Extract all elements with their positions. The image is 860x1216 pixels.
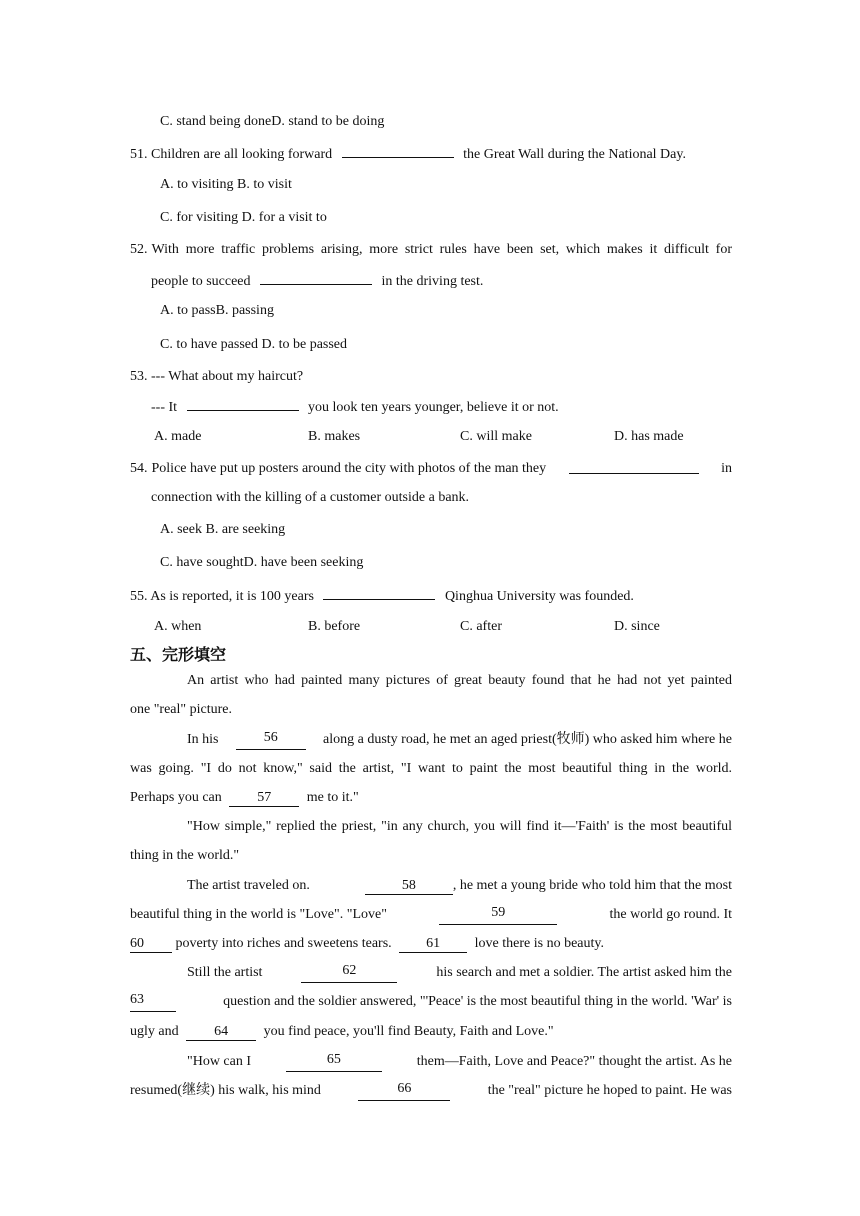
q51-options-ab: A. to visiting B. to visit (160, 177, 292, 192)
cloze-p2-line3 (130, 788, 732, 808)
cloze-p4-line1 (187, 876, 732, 896)
question-number: 52. (130, 242, 148, 257)
option-b: B. makes (308, 429, 361, 444)
option-b: B. before (308, 619, 361, 634)
cloze-blank-64: 64 (186, 1024, 256, 1041)
cloze-blank-58: 58 (365, 878, 453, 895)
cloze-text: "How can I (187, 1054, 252, 1069)
cloze-text: you find peace, you'll find Beauty, Faith and Love." (263, 1024, 554, 1039)
cloze-text: along a dusty road, he met an aged priest(牧师) who asked him where he (323, 732, 732, 747)
q52-options-cd: C. to have passed D. to be passed (160, 337, 348, 352)
question-text: in the driving test. (381, 274, 484, 289)
question-text: --- What about my haircut? (151, 369, 304, 384)
question-text: Children are all looking forward (151, 147, 333, 162)
cloze-text: In his (187, 732, 219, 747)
cloze-text: beautiful thing in the world is "Love". "Love" (130, 907, 387, 922)
question-55 (130, 585, 732, 607)
cloze-text: question and the soldier answered, "'Peace' is the most beautiful thing in the world. 'War' is (223, 994, 732, 1009)
cloze-blank-61: 61 (399, 936, 467, 953)
question-text: in (721, 461, 732, 476)
cloze-blank-63: 63 (130, 992, 176, 1012)
cloze-text: poverty into riches and sweetens tears. (175, 936, 392, 951)
option-a: A. when (154, 619, 202, 634)
cloze-blank-56: 56 (236, 730, 306, 750)
cloze-blank-59: 59 (439, 905, 557, 925)
cloze-text: , he met a young bride who told him that the most (452, 878, 732, 893)
question-text-line (152, 459, 733, 479)
question-number: 54. (130, 461, 148, 476)
question-54 (130, 459, 732, 479)
cloze-p5-line2 (130, 992, 732, 1012)
q50-options-cd: C. stand being doneD. stand to be doing (160, 114, 385, 129)
cloze-blank-60: 60 (130, 936, 172, 953)
question-51 (130, 143, 732, 165)
cloze-text: ugly and (130, 1024, 179, 1039)
cloze-text: his search and met a soldier. The artist asked him the (436, 965, 732, 980)
answer-blank (260, 270, 372, 285)
question-text: --- It (151, 400, 178, 415)
option-c: C. after (460, 619, 502, 634)
question-text: As is reported, it is 100 years (150, 589, 314, 604)
cloze-text: them—Faith, Love and Peace?" thought the artist. As he (416, 1054, 732, 1069)
question-text: you look ten years younger, believe it or not. (308, 400, 559, 415)
cloze-text: the "real" picture he hoped to paint. He was (487, 1083, 732, 1098)
cloze-blank-65: 65 (286, 1052, 382, 1072)
q51-options-cd: C. for visiting D. for a visit to (160, 210, 327, 225)
cloze-p3-line2: thing in the world." (130, 848, 240, 863)
cloze-text: resumed(继续) his walk, his mind (130, 1083, 321, 1098)
question-text: Qinghua University was founded. (444, 589, 634, 604)
cloze-blank-62: 62 (301, 963, 397, 983)
option-d: D. since (614, 619, 660, 634)
question-text: Police have put up posters around the city with photos of the man they (151, 461, 547, 476)
answer-blank (569, 459, 699, 474)
cloze-p4-line3 (130, 934, 732, 954)
cloze-text: The artist traveled on. (187, 878, 310, 893)
answer-blank (342, 143, 454, 158)
question-52-line2 (151, 270, 732, 292)
cloze-blank-66: 66 (358, 1081, 450, 1101)
question-text: With more traffic problems arising, more strict rules have been set, which makes it difficult for (151, 242, 732, 257)
question-text: people to succeed (151, 274, 251, 289)
q54-options-cd: C. have soughtD. have been seeking (160, 555, 364, 570)
cloze-p1-line1: An artist who had painted many pictures of great beauty found that he had not yet painted (187, 673, 732, 688)
cloze-p1-line2: one "real" picture. (130, 702, 232, 717)
cloze-p4-line2 (130, 905, 732, 925)
question-52 (130, 240, 732, 260)
answer-blank (187, 396, 299, 411)
question-text: the Great Wall during the National Day. (463, 147, 686, 162)
cloze-p5-line1 (187, 963, 732, 983)
cloze-segment (365, 876, 732, 896)
cloze-text: the world go round. It (609, 907, 732, 922)
cloze-p5-line3 (130, 1022, 732, 1042)
option-c: C. will make (460, 429, 532, 444)
question-53 (130, 367, 732, 387)
cloze-text: love there is no beauty. (474, 936, 604, 951)
cloze-text: Perhaps you can (130, 790, 222, 805)
question-number: 51. (130, 147, 148, 162)
section-heading: 五、完形填空 (130, 645, 227, 664)
cloze-p3-line1: "How simple," replied the priest, "in any church, you will find it—'Faith' is the most beautiful (187, 819, 732, 834)
question-number: 53. (130, 369, 148, 384)
question-number: 55. (130, 589, 148, 604)
option-a: A. made (154, 429, 202, 444)
cloze-p6-line2 (130, 1081, 732, 1101)
option-d: D. has made (614, 429, 684, 444)
cloze-p2-line1 (187, 730, 732, 750)
cloze-blank-57: 57 (229, 790, 299, 807)
question-54-line2: connection with the killing of a customer outside a bank. (151, 490, 470, 505)
question-53-line2 (151, 396, 732, 418)
q54-options-ab: A. seek B. are seeking (160, 522, 286, 537)
cloze-p6-line1 (187, 1052, 732, 1072)
q52-options-ab: A. to passB. passing (160, 303, 274, 318)
cloze-text: me to it." (306, 790, 359, 805)
cloze-p2-line2: was going. "I do not know," said the artist, "I want to paint the most beautiful thing in the world. (130, 761, 732, 776)
answer-blank (323, 585, 435, 600)
cloze-text: Still the artist (187, 965, 263, 980)
